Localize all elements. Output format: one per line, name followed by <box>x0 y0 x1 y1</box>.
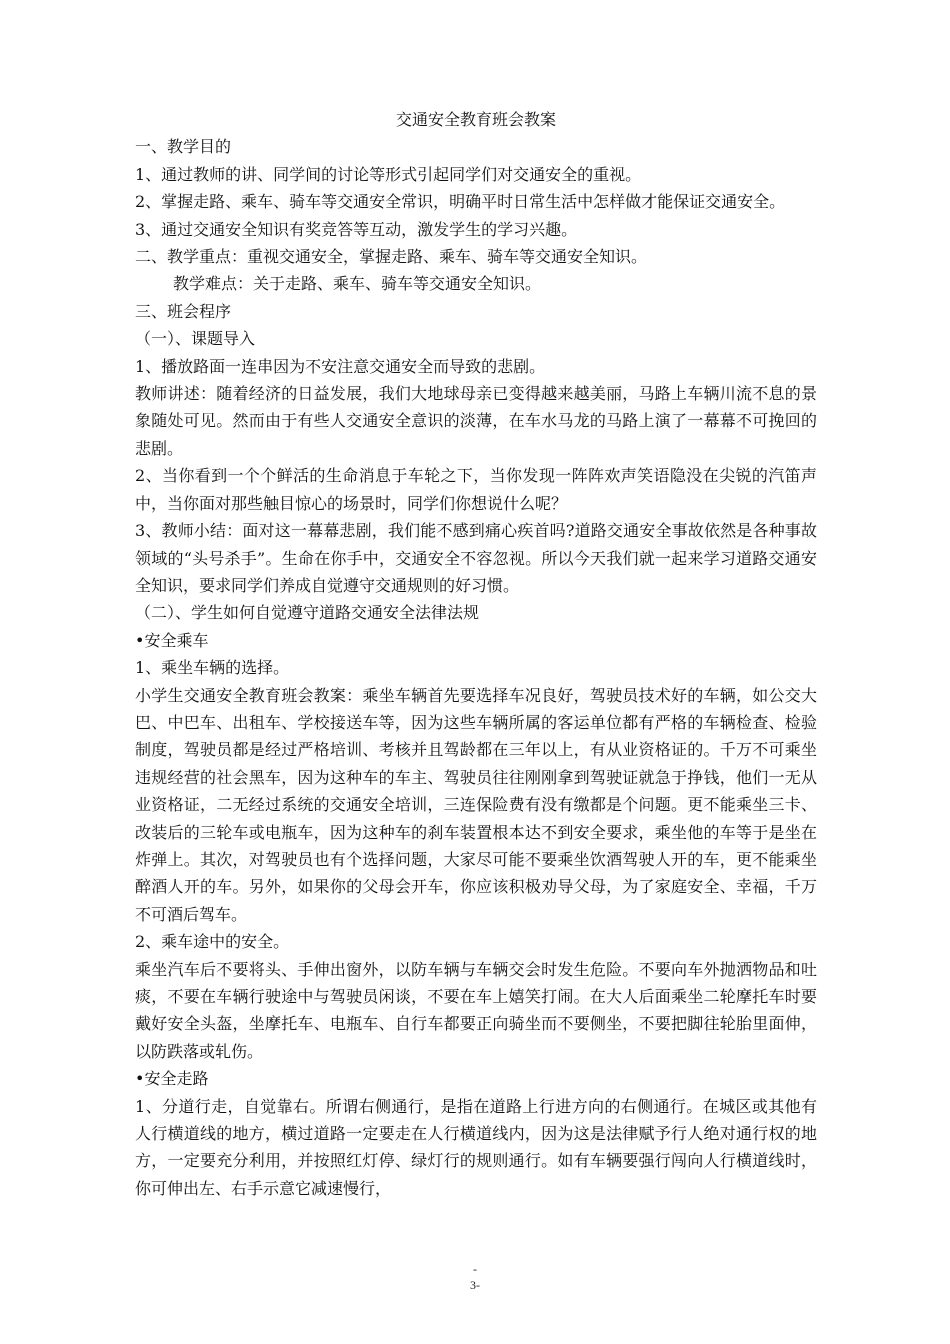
paragraph: 小学生交通安全教育班会教案：乘坐车辆首先要选择车况良好，驾驶员技术好的车辆，如公交大巴、中巴车、出租车、学校接送车等，因为这些车辆所属的客运单位都有严格的车辆检查、检验制度，驾驶员都是经过严格培训、考核并且驾龄都在三年以上，有从业资格证的。千万不可乘坐违规经营的社会黑车，因为这种车的车主、驾驶员往往刚刚拿到驾驶证就急于挣钱，他们一无从业资格证，二无经过系统的交通安全培训，三连保险费有没有缴都是个问题。更不能乘坐三卡、改装后的三轮车或电瓶车，因为这种车的刹车装置根本达不到安全要求，乘坐他的车等于是坐在炸弹上。其次，对驾驶员也有个选择问题，大家尽可能不要乘坐饮酒驾驶人开的车，更不能乘坐醉酒人开的车。另外，如果你的父母会开车，你应该积极劝导父母，为了家庭安全、幸福，千万不可酒后驾车。 <box>135 685 817 924</box>
paragraph: （二）、学生如何自觉遵守道路交通安全法律法规 <box>135 603 480 623</box>
paragraph: 1、分道行走，自觉靠右。所谓右侧通行，是指在道路上行进方向的右侧通行。在城区或其他有人行横道线的地方，横过道路一定要走在人行横道线内，因为这是法律赋予行人绝对通行权的地方，一定要充分利用，并按照红灯停、绿灯行的规则通行。如有车辆要强行闯向人行横道线时，你可伸出左、右手示意它减速慢行， <box>135 1096 817 1198</box>
paragraph: 教师讲述：随着经济的日益发展，我们大地球母亲已变得越来越美丽，马路上车辆川流不息的景象随处可见。然而由于有些人交通安全意识的淡薄，在车水马龙的马路上演了一幕幕不可挽回的悲剧。 <box>135 384 817 458</box>
paragraph: 1、通过教师的讲、同学间的讨论等形式引起同学们对交通安全的重视。 <box>135 164 642 184</box>
paragraph: 教学难点：关于走路、乘车、骑车等交通安全知识。 <box>173 274 542 294</box>
page-number: 3- <box>470 1278 480 1292</box>
paragraph: 2、乘车途中的安全。 <box>135 932 290 952</box>
paragraph: （一）、课题导入 <box>135 329 256 349</box>
paragraph: 1、播放路面一连串因为不安注意交通安全而导致的悲剧。 <box>135 356 546 376</box>
paragraph: 乘坐汽车后不要将头、手伸出窗外，以防车辆与车辆交会时发生危险。不要向车外抛洒物品和吐痰，不要在车辆行驶途中与驾驶员闲谈，不要在车上嬉笑打闹。在大人后面乘坐二轮摩托车时要戴好安全头盔，坐摩托车、电瓶车、自行车都要正向骑坐而不要侧坐，不要把脚往轮胎里面伸，以防跌落或轧伤。 <box>135 959 817 1061</box>
footer-dash: - <box>473 1262 477 1276</box>
paragraph: 三、班会程序 <box>135 301 232 321</box>
paragraph: 1、乘坐车辆的选择。 <box>135 658 290 678</box>
paragraph: 3、通过交通安全知识有奖竞答等互动，激发学生的学习兴趣。 <box>135 219 578 239</box>
paragraph: 2、当你看到一个个鲜活的生命消息于车轮之下，当你发现一阵阵欢声笑语隐没在尖锐的汽笛声中，当你面对那些触目惊心的场景时，同学们你想说什么呢？ <box>135 466 817 513</box>
paragraph: 二、教学重点：重视交通安全，掌握走路、乘车、骑车等交通安全知识。 <box>135 247 648 267</box>
paragraph: 一、教学目的 <box>135 137 232 157</box>
document-body <box>135 106 817 1202</box>
paragraph: 3、教师小结：面对这一幕幕悲剧，我们能不感到痛心疾首吗?道路交通安全事故依然是各种事故领域的“头号杀手”。生命在你手中，交通安全不容忽视。所以今天我们就一起来学习道路交通安全知识，要求同学们养成自觉遵守交通规则的好习惯。 <box>135 521 817 595</box>
document-title: 交通安全教育班会教案 <box>395 110 556 129</box>
paragraph: •安全走路 <box>135 1069 209 1089</box>
paragraph: 2、掌握走路、乘车、骑车等交通安全常识，明确平时日常生活中怎样做才能保证交通安全。 <box>135 192 786 212</box>
paragraph: •安全乘车 <box>135 630 209 650</box>
